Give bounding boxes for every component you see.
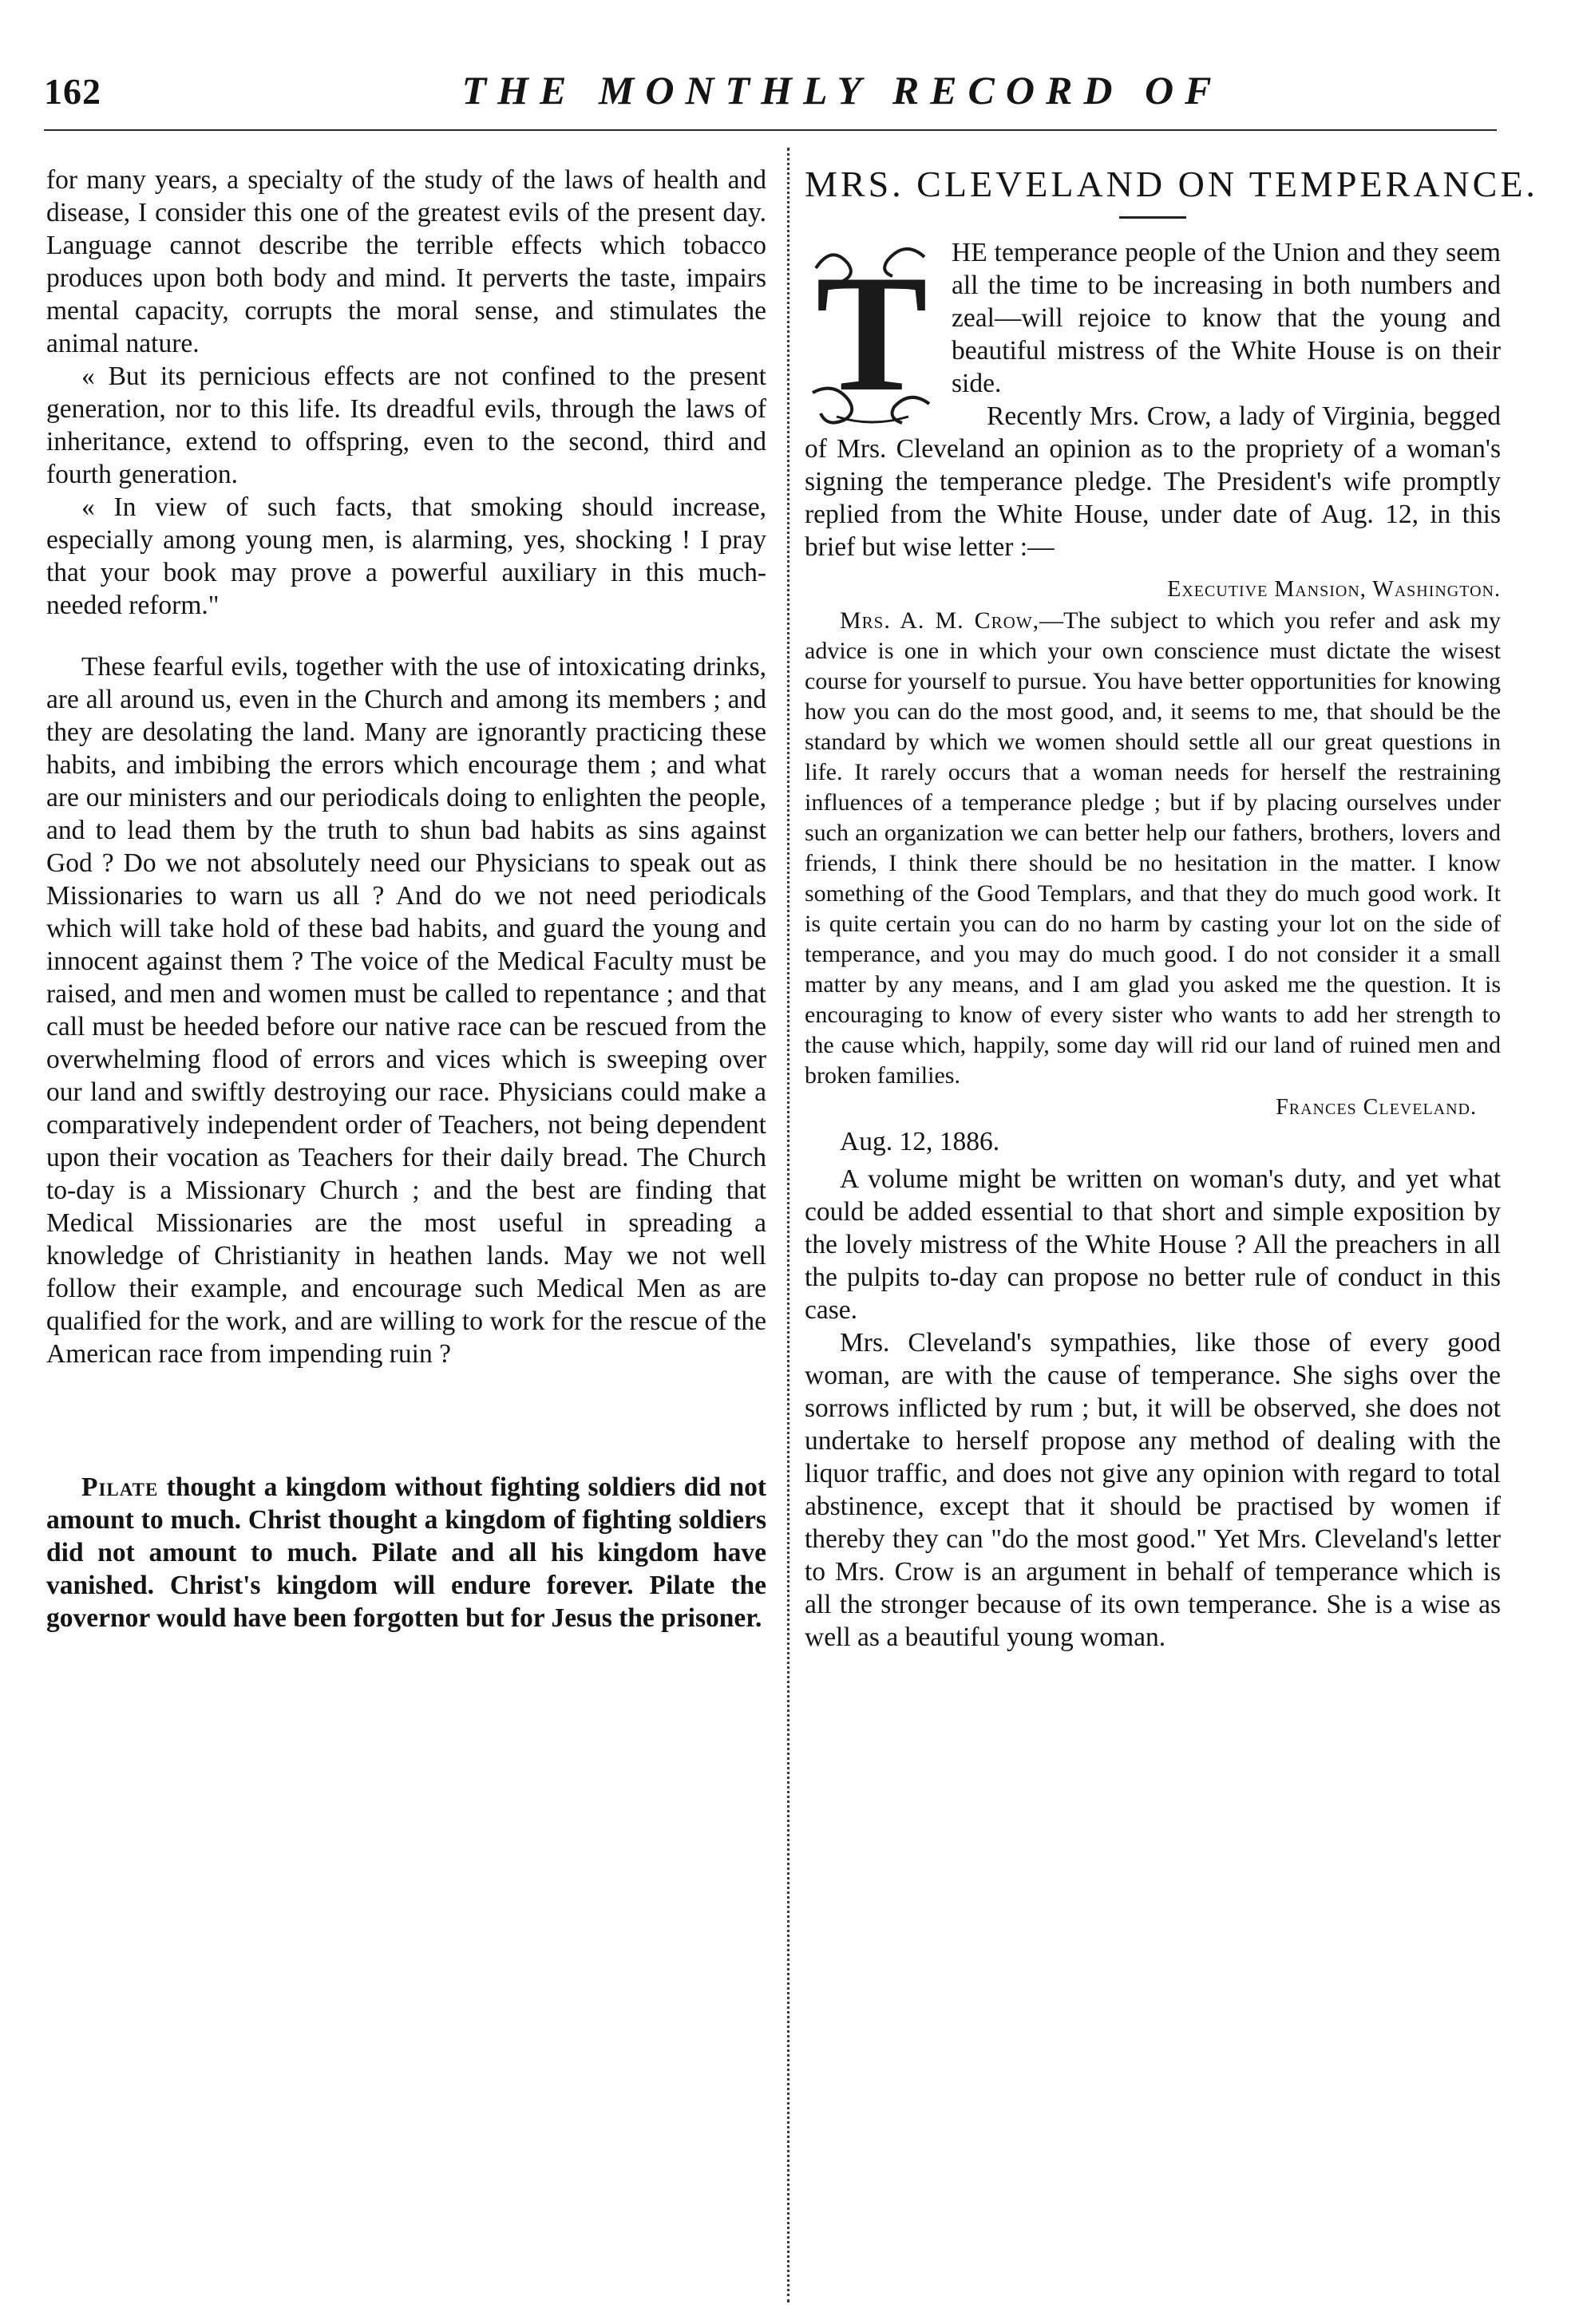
lead-word: Pilate	[81, 1472, 159, 1502]
svg-text:T: T	[815, 241, 928, 426]
intro-paragraph	[805, 236, 1501, 426]
quote-paragraph: « In view of such facts, that smoking should increase, especially among young men, is alarming, yes, shocking ! I pray that your book may prove a powerful auxiliary in this much-needed reform."	[46, 492, 766, 620]
quote-paragraph: « But its pernicious effects are not confined to the present generation, nor to this life. Its dreadful evils, through the laws of inheritance, extend to offspring, even to the second, third and fourth generation.	[46, 362, 766, 489]
paragraph: A volume might be written on woman's duty, and yet what could be added essential to that short and simple exposition by the lovely mistress of the White House ? All the preachers in all the pulpits to-day can propose no better rule of conduct in this case.	[805, 1164, 1501, 1325]
left-column	[46, 164, 766, 1634]
column-divider	[787, 148, 789, 2302]
article-title: MRS. CLEVELAND ON TEMPERANCE.	[805, 164, 1538, 204]
page-number: 162	[44, 71, 101, 112]
paragraph: Recently Mrs. Crow, a lady of Virginia, begged of Mrs. Cleveland an opinion as to the propriety of a woman's signing the temperance pledge. The President's wife promptly replied from the White House, under date of Aug. 12, in this brief but wise letter :—	[805, 401, 1501, 562]
title-rule	[1119, 216, 1186, 219]
paragraph: Mrs. Cleveland's sympathies, like those of every good woman, are with the cause of temperance. She sighs over the sorrows inflicted by rum ; but, it will be observed, she does not undertake to herself propose any method of dealing with the liquor traffic, and does not give any opinion with regard to total abstinence, except that it should be practised by women if thereby they can "do the most good." Yet Mrs. Cleveland's letter to Mrs. Crow is an argument in behalf of temperance which is all the stronger because of its own temperance. She is a wise as well as a beautiful young woman.	[805, 1328, 1501, 1652]
paragraph: These fearful evils, together with the use of intoxicating drinks, are all around us, even in the Church and among its members ; and they are desolating the land. Many are ignorantly practicing these habits, and imbibing the errors which encourage them ; and what are our ministers and our periodicals doing to enlighten the people, and to lead them by the truth to shun bad habits as sins against God ? Do we not absolutely need our Physicians to speak out as Missionaries to warn us all ? And do we not need periodicals which will take hold of these bad habits, and guard the young and innocent against them ? The voice of the Medical Faculty must be raised, and men and women must be called to repentance ; and that call must be heeded before our native race can be rescued from the overwhelming flood of errors and vices which is sweeping over our land and swiftly destroying our race. Physicians could make a comparatively independent order of Teachers, not being dependent upon their vocation as Teachers for their daily bread. The Church to-day is a Missionary Church ; and the best are finding that Medical Missionaries are the most useful in spreading a knowledge of Christianity in heathen lands. May we not well follow their example, and encourage such Medical Men as are qualified for the work, and are willing to work for the rescue of the American race from impending ruin ?	[46, 652, 766, 1369]
intro-text: HE temperance people of the Union and they seem all the time to be increasing in both numbers and zeal—will rejoice to know that the young and beautiful mistress of the White House is on their side.	[952, 238, 1501, 398]
pilate-text: thought a kingdom without fighting soldiers did not amount to much. Christ thought a kingdom of fighting soldiers did not amount to much. Pilate and all his kingdom have vanished. Christ's kingdom will endure forever. Pilate the governor would have been forgotten but for Jesus the prisoner.	[46, 1472, 766, 1633]
letter-text: —The subject to which you refer and ask my advice is one in which your own conscience must dictate the wisest course for yourself to pursue. You have better opportunities for knowing how you can do the most good, and, it seems to me, that should be the standard by which we women should settle all our great questions in life. It rarely occurs that a woman needs for herself the restraining influences of a temperance pledge ; but if by placing ourselves under such an organization we can better help our fathers, brothers, lovers and friends, I think there should be no hesitation in the matter. I know something of the Good Templars, and that they do much good work. It is quite certain you can do no harm by casting your lot on the side of temperance, and you may do much good. I do not consider it a small matter by any means, and I am glad you asked me the question. It is encouraging to know of every sister who wants to add her strength to the cause which, happily, some day will rid our land of ruined men and broken families.	[805, 607, 1501, 1089]
running-head: THE MONTHLY RECORD OF	[461, 68, 1223, 113]
pilate-paragraph	[46, 1471, 766, 1634]
drop-cap-ornament	[805, 236, 940, 429]
letter-heading: Executive Mansion, Washington.	[1167, 577, 1501, 602]
letter-signature: Frances Cleveland.	[1276, 1095, 1477, 1120]
page-header	[44, 62, 1497, 118]
paragraph: for many years, a specialty of the study of the laws of health and disease, I consider this one of the greatest evils of the present day. Language cannot describe the terrible effects which tobacco produces upon both body and mind. It perverts the taste, impairs mental capacity, corrupts the moral sense, and stimulates the animal nature.	[46, 165, 766, 358]
letter-salutation: Mrs. A. M. Crow,	[840, 607, 1040, 634]
letter-date: Aug. 12, 1886.	[840, 1127, 1000, 1156]
header-rule	[44, 129, 1497, 131]
right-column	[805, 164, 1538, 1654]
letter-body	[805, 606, 1501, 1091]
